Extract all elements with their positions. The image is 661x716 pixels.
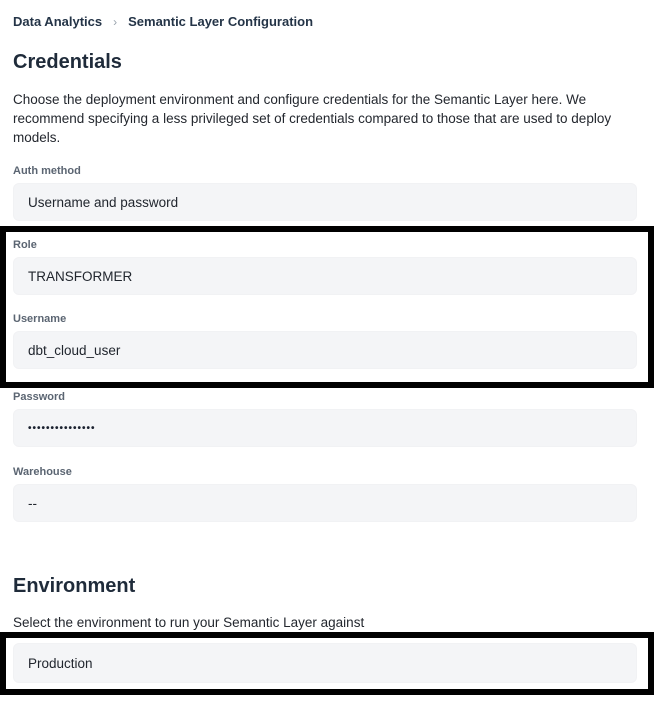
auth-method-select[interactable] [13,183,637,221]
environment-description: Select the environment to run your Semantic Layer against [13,615,365,630]
password-label: Password [13,391,65,403]
username-input[interactable] [13,331,637,369]
password-input[interactable] [13,409,637,447]
breadcrumb-item-data-analytics[interactable]: Data Analytics [13,14,103,29]
credentials-heading: Credentials [13,51,122,73]
warehouse-input[interactable] [13,484,637,522]
environment-select[interactable] [13,643,637,683]
role-field [13,239,637,295]
auth-method-value: Username and password [28,194,179,210]
role-input[interactable] [13,257,637,295]
credentials-description: Choose the deployment environment and configure credentials for the Semantic Layer here. We recommend specifying a less privileged set of credentials compared to those that are used to deploy models. [13,92,612,145]
username-value: dbt_cloud_user [28,342,121,358]
highlight-box-environment-inner [6,638,648,689]
chevron-right-icon: › [113,15,118,29]
role-label: Role [13,239,37,251]
warehouse-label: Warehouse [13,466,72,478]
auth-method-field [13,165,637,221]
highlight-box-role-username [0,226,654,388]
highlight-box-environment [0,632,654,695]
environment-heading: Environment [13,575,136,597]
auth-method-label: Auth method [13,165,81,177]
role-value: TRANSFORMER [28,268,133,284]
password-masked-value: ••••••••••••••• [28,422,96,434]
environment-field [13,643,637,683]
breadcrumb [0,0,661,29]
username-field [13,313,637,369]
warehouse-field [13,466,637,522]
warehouse-value: -- [28,495,37,511]
username-label: Username [13,313,67,325]
highlight-box-role-username-inner [6,232,648,382]
password-field [13,391,637,447]
environment-value: Production [28,655,93,671]
breadcrumb-item-semantic-layer-configuration[interactable]: Semantic Layer Configuration [128,14,314,29]
